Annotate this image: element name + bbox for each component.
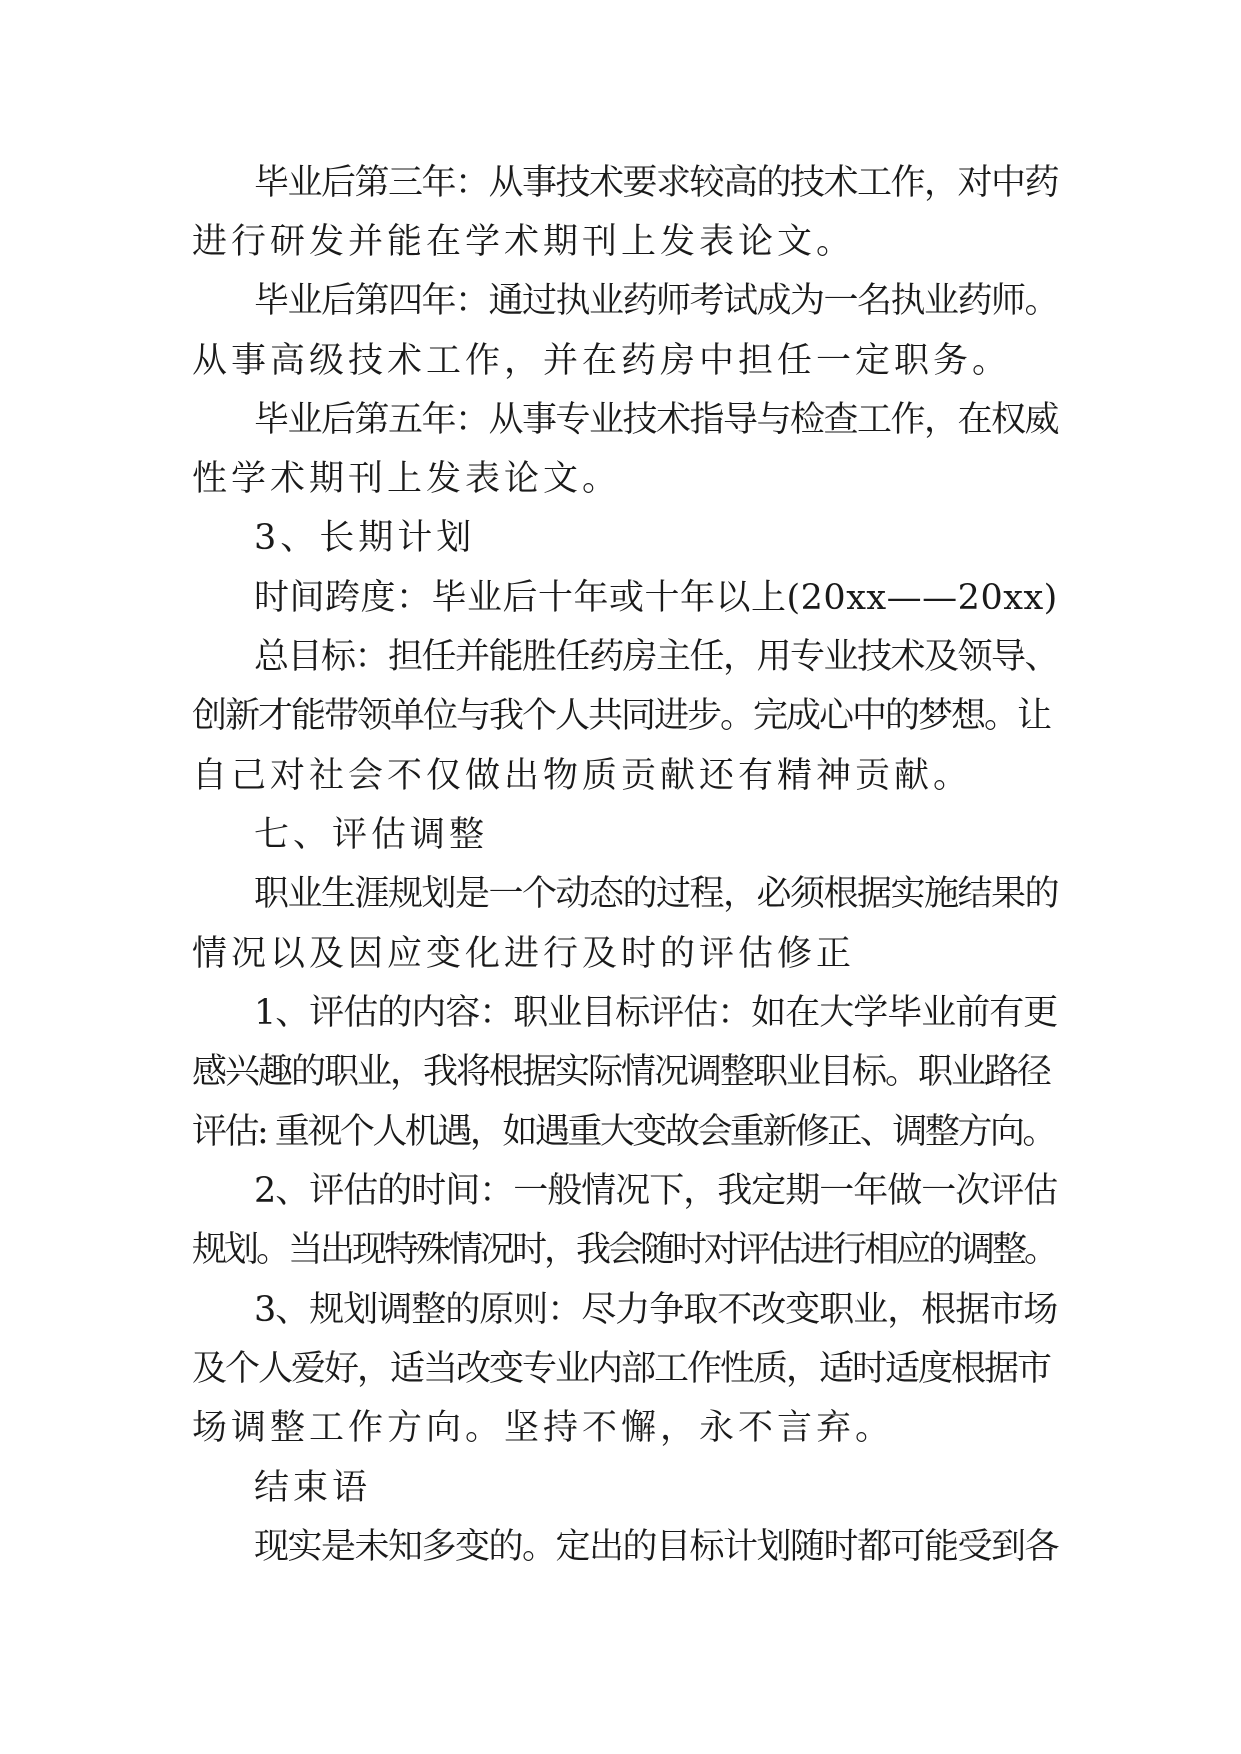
paragraph-line: 1、评估的内容：职业目标评估：如在大学毕业前有更 [254, 993, 1058, 1033]
section-heading: 结束语 [254, 1468, 372, 1508]
paragraph-line: 场调整工作方向。坚持不懈，永不言弃。 [192, 1408, 895, 1448]
paragraph-line: 创新才能带领单位与我个人共同进步。完成心中的梦想。让 [192, 696, 1051, 736]
paragraph-line: 性学术期刊上发表论文。 [192, 459, 622, 499]
paragraph-line: 总目标：担任并能胜任药房主任，用专业技术及领导、 [254, 637, 1059, 677]
paragraph-line: 感兴趣的职业，我将根据实际情况调整职业目标。职业路径 [192, 1052, 1051, 1092]
paragraph-line: 评估: 重视个人机遇，如遇重大变故会重新修正、调整方向。 [192, 1112, 1055, 1152]
paragraph-line: 3、规划调整的原则：尽力争取不改变职业，根据市场 [254, 1290, 1058, 1330]
paragraph-line: 毕业后第三年：从事技术要求较高的技术工作，对中药 [254, 163, 1059, 203]
paragraph-line: 现实是未知多变的。定出的目标计划随时都可能受到各 [254, 1527, 1059, 1567]
paragraph-line: 情况以及因应变化进行及时的评估修正 [192, 934, 856, 974]
paragraph-line: 时间跨度：毕业后十年或十年以上(20xx——20xx) [254, 578, 1058, 618]
paragraph-line: 从事高级技术工作，并在药房中担任一定职务。 [192, 341, 1012, 381]
paragraph-line: 自己对社会不仅做出物质贡献还有精神贡献。 [192, 756, 973, 796]
section-heading: 3、长期计划 [254, 518, 476, 558]
paragraph-line: 毕业后第四年：通过执业药师考试成为一名执业药师。 [254, 281, 1059, 321]
paragraph-line: 2、评估的时间：一般情况下，我定期一年做一次评估 [254, 1171, 1058, 1211]
section-heading: 七、评估调整 [254, 815, 489, 855]
paragraph-line: 职业生涯规划是一个动态的过程，必须根据实施结果的 [254, 874, 1059, 914]
paragraph-line: 进行研发并能在学术期刊上发表论文。 [192, 222, 856, 262]
paragraph-line: 毕业后第五年：从事专业技术指导与检查工作，在权威 [254, 400, 1059, 440]
paragraph-line: 规划。当出现特殊情况时，我会随时对评估进行相应的调整。 [192, 1230, 1057, 1270]
paragraph-line: 及个人爱好，适当改变专业内部工作性质，适时适度根据市 [192, 1349, 1051, 1389]
